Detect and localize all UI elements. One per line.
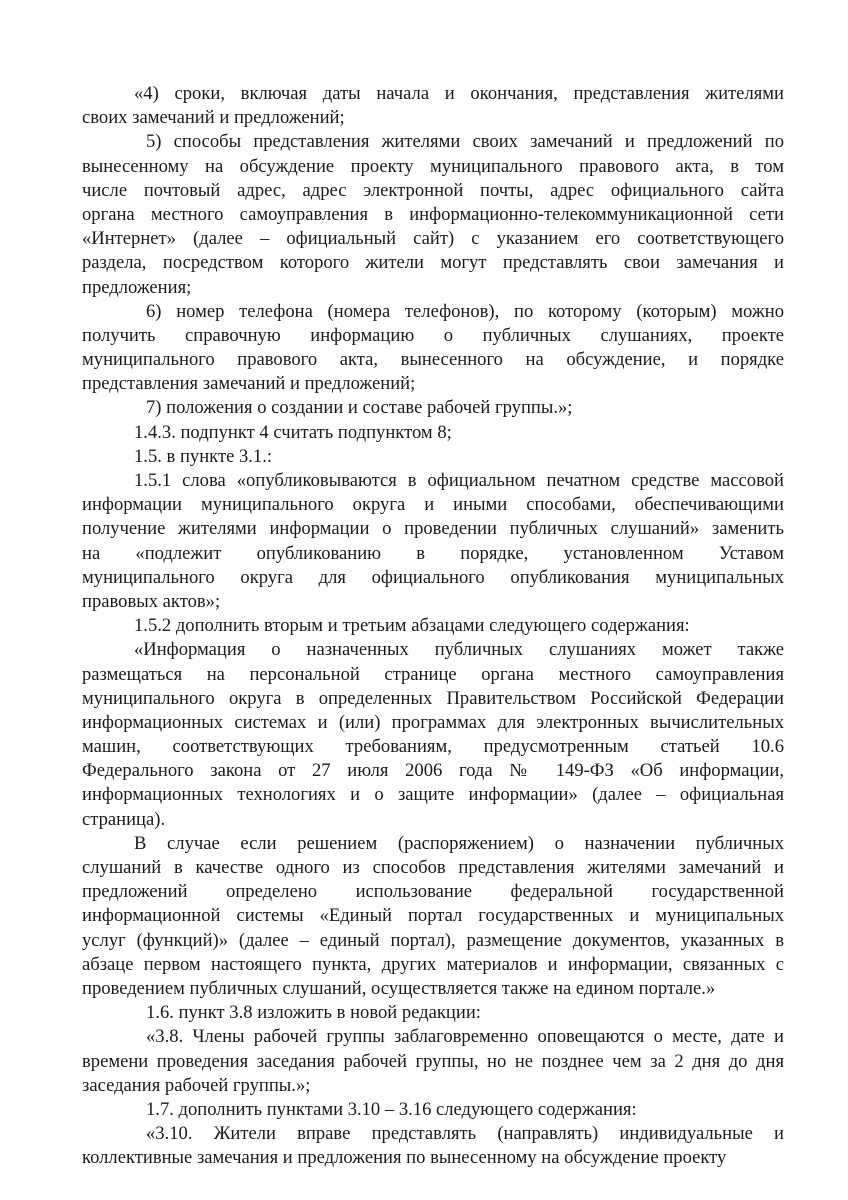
paragraph xyxy=(82,130,784,299)
text-line: В случае если решением (распоряжением) о назначении публичных xyxy=(134,832,784,854)
text-line: заседания рабочей группы.»; xyxy=(82,1074,311,1096)
paragraph xyxy=(82,832,784,1001)
text-line: 5) способы представления жителями своих замечаний и предложений по xyxy=(146,131,784,153)
text-line: проведением публичных слушаний, осуществляется также на едином портале.» xyxy=(82,977,716,999)
paragraph xyxy=(82,445,784,469)
paragraph xyxy=(82,300,784,397)
text-line: вынесенному на обсуждение проекту муниципального правового акта, в том xyxy=(82,155,784,177)
text-line: «4) сроки, включая даты начала и окончания, представления жителями xyxy=(134,83,784,104)
text-line: машин, соответствующих требованиям, предусмотренным статьей 10.6 xyxy=(82,736,784,758)
text-line: 1.5.2 дополнить вторым и третьим абзацами следующего содержания: xyxy=(134,615,690,637)
text-line: получение жителями информации о проведении публичных слушаний» заменить xyxy=(82,518,784,540)
text-line: 1.4.3. подпункт 4 считать подпунктом 8; xyxy=(134,421,452,443)
paragraph xyxy=(82,82,784,130)
text-line: коллективные замечания и предложения по вынесенному на обсуждение проекту xyxy=(82,1147,727,1169)
text-line: «3.10. Жители вправе представлять (направлять) индивидуальные и xyxy=(146,1123,784,1145)
text-line: слушаний в качестве одного из способов представления жителями замечаний и xyxy=(82,857,784,878)
text-line: представления замечаний и предложений; xyxy=(82,373,416,395)
paragraph xyxy=(82,1122,784,1170)
text-line: органа местного самоуправления в информационно-телекоммуникационной сети xyxy=(82,203,784,225)
text-line: времени проведения заседания рабочей группы, но не позднее чем за 2 дня до дня xyxy=(82,1050,784,1072)
text-line: предложений определено использование федеральной государственной xyxy=(82,881,784,903)
text-line: раздела, посредством которого жители могут представлять свои замечания и xyxy=(82,252,784,274)
paragraph xyxy=(82,396,784,420)
text-line: Федерального закона от 27 июля 2006 года № 149-ФЗ «Об информации, xyxy=(82,760,784,782)
paragraph xyxy=(82,1001,784,1025)
text-line: информационных системах и (или) программах для электронных вычислительных xyxy=(82,711,784,733)
text-line: правовых актов»; xyxy=(82,590,221,612)
text-line: на «подлежит опубликованию в порядке, установленном Уставом xyxy=(82,542,784,564)
text-line: услуг (функций)» (далее – единый портал), размещение документов, указанных в xyxy=(82,929,784,951)
text-line: 6) номер телефона (номера телефонов), по которому (которым) можно xyxy=(146,300,784,322)
text-line: 1.7. дополнить пунктами 3.10 – 3.16 следующего содержания: xyxy=(146,1098,637,1120)
text-line: 1.5.1 слова «опубликовываются в официальном печатном средстве массовой xyxy=(134,470,784,491)
text-line: информационных технологиях и о защите информации» (далее – официальная xyxy=(82,784,784,806)
text-line: своих замечаний и предложений; xyxy=(82,107,345,129)
text-line: абзаце первом настоящего пункта, других материалов и информации, связанных с xyxy=(82,953,784,975)
text-line: 1.6. пункт 3.8 изложить в новой редакции: xyxy=(146,1002,481,1024)
text-line: получить справочную информацию о публичных слушаниях, проекте xyxy=(82,324,784,346)
text-line: информации муниципального округа и иными способами, обеспечивающими xyxy=(82,494,784,516)
text-line: 7) положения о создании и составе рабочей группы.»; xyxy=(146,397,573,419)
text-line: информационной системы «Единый портал государственных и муниципальных xyxy=(82,905,784,927)
text-line: 1.5. в пункте 3.1.: xyxy=(134,445,273,467)
document-text xyxy=(82,82,784,1170)
text-line: предложения; xyxy=(82,276,192,298)
paragraph xyxy=(82,1098,784,1122)
paragraph xyxy=(82,1025,784,1098)
paragraph xyxy=(82,469,784,614)
text-line: «3.8. Члены рабочей группы заблаговременно оповещаются о месте, дате и xyxy=(146,1026,784,1048)
text-line: страница). xyxy=(82,808,166,830)
text-line: размещаться на персональной странице органа местного самоуправления xyxy=(82,663,784,685)
text-line: муниципального округа для официального опубликования муниципальных xyxy=(82,566,784,588)
paragraph xyxy=(82,638,784,832)
text-line: «Интернет» (далее – официальный сайт) с указанием его соответствующего xyxy=(82,228,784,250)
text-line: «Информация о назначенных публичных слушаниях может также xyxy=(134,639,784,661)
paragraph xyxy=(82,421,784,445)
text-line: муниципального округа в определенных Правительством Российской Федерации xyxy=(82,687,784,709)
text-line: числе почтовый адрес, адрес электронной почты, адрес официального сайта xyxy=(82,179,784,201)
paragraph xyxy=(82,614,784,638)
text-line: муниципального правового акта, вынесенного на обсуждение, и порядке xyxy=(82,349,784,371)
